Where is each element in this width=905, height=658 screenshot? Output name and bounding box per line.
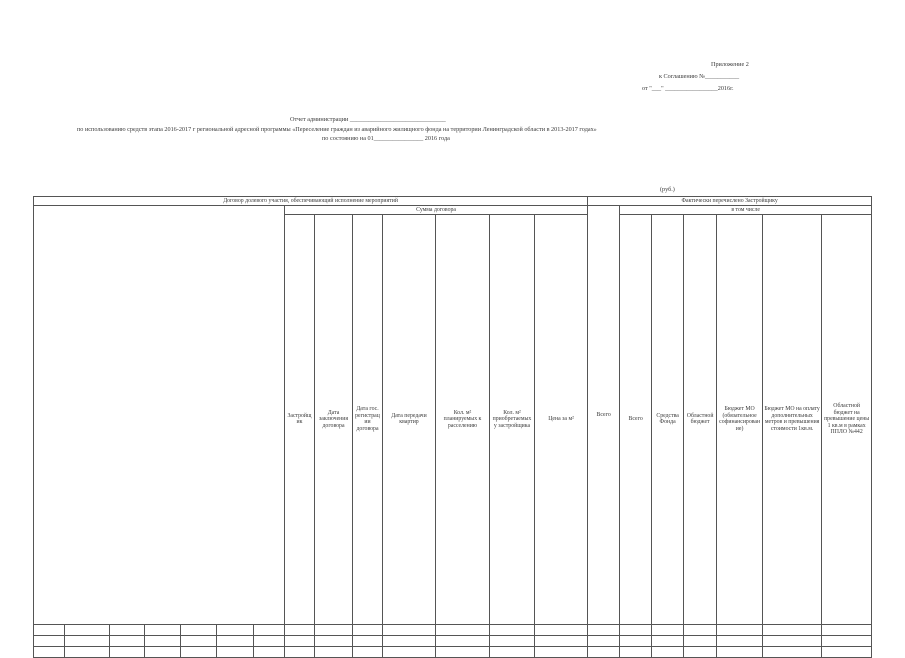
group-header-paid: Фактически перечислено Застройщику bbox=[588, 197, 872, 206]
agreement-date-line: от "___" _________________2016г. bbox=[642, 85, 734, 92]
table-cell bbox=[65, 646, 110, 657]
table-cell bbox=[217, 624, 254, 635]
appendix-label: Приложение 2 bbox=[711, 61, 749, 68]
table-cell bbox=[652, 635, 684, 646]
table-cell bbox=[535, 646, 588, 657]
table-cell bbox=[353, 624, 383, 635]
table-cell bbox=[436, 646, 490, 657]
col-header-developer: Застройщик bbox=[285, 215, 315, 625]
report-title-administration: Отчет администрации _______________________________ bbox=[290, 116, 446, 123]
col-header-contract-date: Дата заключения договора bbox=[315, 215, 353, 625]
table-cell bbox=[717, 635, 763, 646]
col-header-regional-excess: Областной бюджет на превышение цены 1 кв.м в рамках ППЛО №442 bbox=[822, 215, 872, 625]
table-cell bbox=[34, 646, 65, 657]
report-title-date: по состоянию на 01________________ 2016 года bbox=[322, 135, 450, 142]
table-cell bbox=[315, 624, 353, 635]
table-cell bbox=[652, 624, 684, 635]
table-cell bbox=[652, 646, 684, 657]
group-header-contract: Договор долевого участия, обеспечивающий исполнение мероприятий bbox=[34, 197, 588, 206]
col-header-transfer-date: Дата передачи квартир bbox=[383, 215, 436, 625]
table-cell bbox=[145, 624, 181, 635]
table-cell bbox=[315, 646, 353, 657]
table-cell bbox=[763, 635, 822, 646]
table-cell bbox=[315, 635, 353, 646]
table-cell bbox=[34, 635, 65, 646]
agreement-number-line: к Соглашению №___________ bbox=[659, 73, 740, 80]
col-header-acquired-area: Кол. м² приобретаемых у застройщика bbox=[490, 215, 535, 625]
table-cell bbox=[684, 646, 717, 657]
table-cell bbox=[620, 624, 652, 635]
col-header-fund: Средства Фонда bbox=[652, 215, 684, 625]
table-cell bbox=[588, 635, 620, 646]
table-cell bbox=[254, 646, 285, 657]
table-cell bbox=[383, 635, 436, 646]
table-cell bbox=[620, 635, 652, 646]
subheader-including: в том числе bbox=[620, 206, 872, 215]
table-cell bbox=[383, 646, 436, 657]
table-cell bbox=[588, 624, 620, 635]
paid-total-header: Всего bbox=[588, 206, 620, 625]
col-header-price: Цена за м² bbox=[535, 215, 588, 625]
table-cell bbox=[620, 646, 652, 657]
col-header-regional-budget: Областной бюджет bbox=[684, 215, 717, 625]
table-cell bbox=[763, 646, 822, 657]
table-cell bbox=[254, 635, 285, 646]
table-cell bbox=[65, 635, 110, 646]
table-cell bbox=[254, 624, 285, 635]
table-cell bbox=[217, 635, 254, 646]
report-table bbox=[33, 196, 872, 658]
report-title-program: по использованию средств этапа 2016-2017 г региональной адресной программы «Переселение граждан из аварийного жилищного фонда на территории Ленинградской области в 2013-2017 годах» bbox=[77, 126, 597, 133]
table-cell bbox=[181, 646, 217, 657]
table-row bbox=[34, 635, 872, 646]
table-cell bbox=[217, 646, 254, 657]
col-header-reg-date: Дата гос. регистрации договора bbox=[353, 215, 383, 625]
table-cell bbox=[110, 635, 145, 646]
table-cell bbox=[145, 635, 181, 646]
table-cell bbox=[285, 646, 315, 657]
table-cell bbox=[822, 635, 872, 646]
table-cell bbox=[181, 624, 217, 635]
table-cell bbox=[763, 624, 822, 635]
table-cell bbox=[684, 624, 717, 635]
currency-unit-label: (руб.) bbox=[660, 186, 675, 193]
table-cell bbox=[717, 646, 763, 657]
col-header-planned-area: Кол. м² планируемых к расселению bbox=[436, 215, 490, 625]
table-cell bbox=[490, 624, 535, 635]
col-header-total: Всего bbox=[620, 215, 652, 625]
spacer-left-block bbox=[34, 206, 285, 625]
table-cell bbox=[535, 624, 588, 635]
table-cell bbox=[588, 646, 620, 657]
table-cell bbox=[684, 635, 717, 646]
subheader-contract-sum: Сумма договора bbox=[285, 206, 588, 215]
table-cell bbox=[353, 646, 383, 657]
table-cell bbox=[285, 624, 315, 635]
table-cell bbox=[110, 624, 145, 635]
table-cell bbox=[436, 635, 490, 646]
table-row bbox=[34, 624, 872, 635]
table-row bbox=[34, 646, 872, 657]
col-header-mo-extra: Бюджет МО на оплату дополнительных метров и превышения стоимости 1кв.м. bbox=[763, 215, 822, 625]
table-cell bbox=[822, 624, 872, 635]
table-cell bbox=[717, 624, 763, 635]
table-cell bbox=[285, 635, 315, 646]
table-cell bbox=[145, 646, 181, 657]
col-header-mo-budget: Бюджет МО (обязательное софинансирование) bbox=[717, 215, 763, 625]
table-cell bbox=[490, 635, 535, 646]
table-cell bbox=[34, 624, 65, 635]
table-cell bbox=[353, 635, 383, 646]
table-cell bbox=[535, 635, 588, 646]
table-cell bbox=[181, 635, 217, 646]
table-cell bbox=[65, 624, 110, 635]
table-cell bbox=[110, 646, 145, 657]
table-cell bbox=[822, 646, 872, 657]
table-cell bbox=[490, 646, 535, 657]
table-cell bbox=[436, 624, 490, 635]
table-cell bbox=[383, 624, 436, 635]
